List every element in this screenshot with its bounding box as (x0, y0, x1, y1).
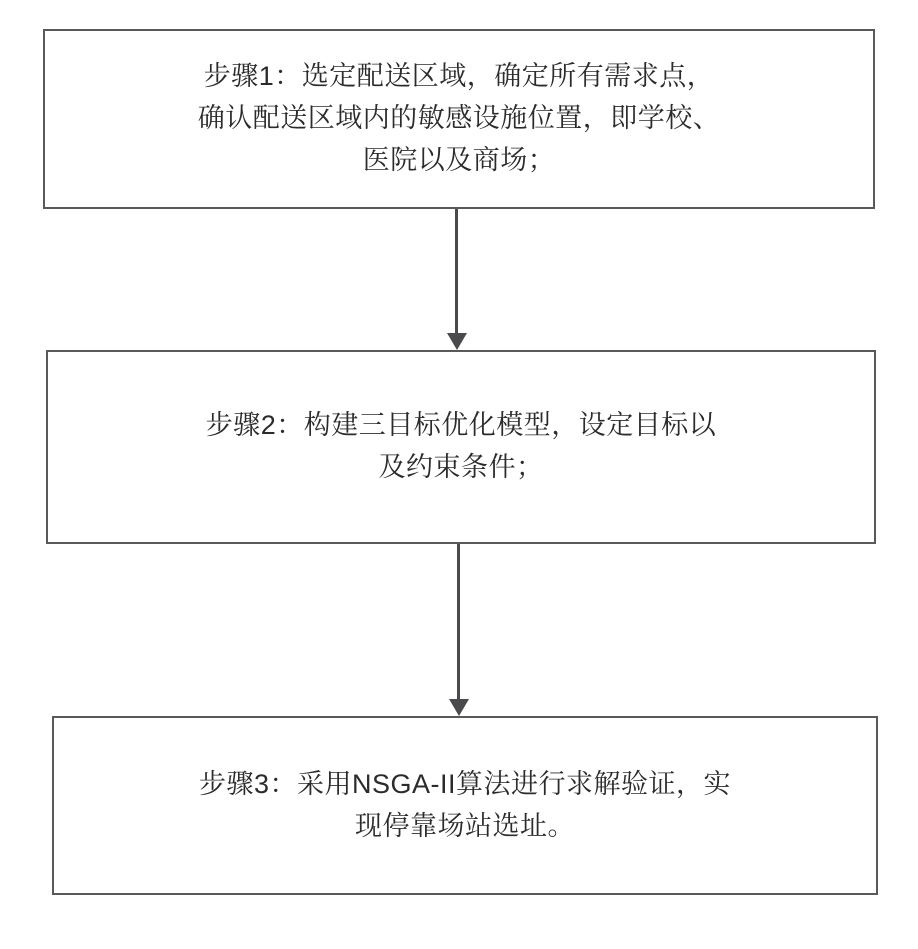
flow-node-step1-label: 步骤1：选定配送区域，确定所有需求点， 确认配送区域内的敏感设施位置，即学校、 医院以及商场； (197, 61, 721, 175)
arrow-down-icon (449, 699, 469, 716)
arrow-down-icon (447, 333, 467, 350)
flow-node-step2 (46, 350, 876, 544)
flow-node-step1 (43, 29, 875, 209)
flow-node-step3 (52, 716, 878, 895)
flow-node-step3-label: 步骤3：采用NSGA-II算法进行求解验证，实 现停靠场站选址。 (198, 768, 732, 841)
flow-node-step2-label: 步骤2：构建三目标优化模型，设定目标以 及约束条件； (205, 410, 717, 482)
connector-line (455, 209, 458, 333)
connector-line (457, 544, 460, 699)
